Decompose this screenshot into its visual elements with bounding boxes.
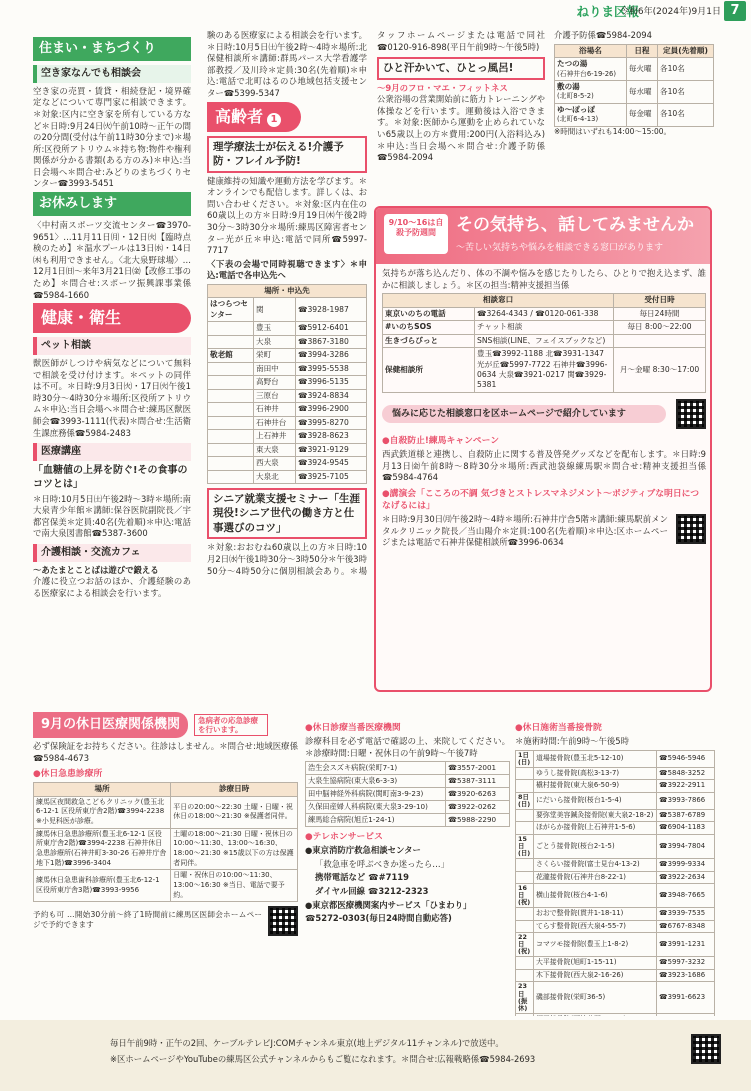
table-row — [516, 982, 715, 1013]
bonesetter-tel: ☎3939-7535 — [657, 908, 715, 921]
consult-table — [382, 293, 706, 393]
venue-group — [208, 443, 254, 456]
care-cafe-subtitle: ～あたまとことばは遊びで鍛える — [33, 564, 159, 575]
table-row — [208, 322, 367, 335]
frailty-venues-note: 〈下表の会場で同時視聴できます〉＊申込:電話で各申込先へ — [207, 258, 367, 281]
venue-group — [208, 322, 254, 335]
clinic-name: 練馬休日急患歯科診療所(豊玉北6-12-1 区役所東庁舎3階)☎3993-9956 — [34, 870, 171, 902]
campaign-text: 西武鉄道様と連携し、自殺防止に関する普及啓発グッズなどを配布します。＊日時:9月13日㈮午前8時～8時30分＊場所:西武池袋線練馬駅＊問合せ:精神支援担当係☎5984-4764 — [382, 449, 706, 483]
bonesetter-name: 槇村接骨院(東大泉6-50-9) — [534, 780, 657, 793]
care-cafe-text: 介護に役立つお話のほか、介護経験のある医療家による相談会を行います。 — [33, 576, 191, 598]
clinic-name: 練馬休日急患診療所(豊玉北6-12-1 区役所東庁舎2階)☎3994-2238 石神井休日急患診療所(石神井町3-30-26 石神井庁舎地下1階)☎3996-3404 — [34, 828, 171, 870]
vacant-house-heading: 空き家なんでも相談会 — [33, 65, 191, 83]
hospital-tel: ☎5387-3111 — [446, 775, 510, 788]
hospital-name: 練馬総合病院(旭丘1-24-1) — [306, 814, 446, 827]
column-3 — [377, 30, 545, 225]
consult-hours: 月～金曜 8:30～17:00 — [614, 348, 706, 393]
consult-detail: 豊玉☎3992-1188 北☎3931-1347 光が丘☎5997-7722 石神井☎3996-0634 大泉☎3921-0217 関☎3929-5381 — [475, 348, 614, 393]
dial-number: ダイヤル回線 ☎3212-2323 — [315, 885, 429, 896]
bonesetter-day: 22日(祝) — [516, 933, 534, 957]
bath-capacity: 各10名 — [657, 103, 713, 126]
campaign-heading: ●自殺防止!練馬キャンペーン — [382, 435, 500, 446]
table-row — [306, 788, 510, 801]
venue-area: 東大泉 — [254, 443, 296, 456]
consult-col-window: 相談窓口 — [383, 294, 614, 307]
qr-code-icon[interactable] — [268, 906, 298, 936]
venue-tel: ☎3996-5135 — [296, 376, 367, 389]
bonesetter-tel: ☎6767-8348 — [657, 920, 715, 933]
qr-code-icon[interactable] — [676, 399, 706, 429]
medical-lecture-text: ＊日時:10月5日㈯午後2時～3時＊場所:南大泉青少年館＊講師:保谷医院副院長／宇都宮保美＊定員:40名(先着順)＊申込:電話で南大泉図書館☎5387-3600 — [33, 493, 191, 539]
mobile-number: 携帯電話など ☎#7119 — [315, 872, 409, 883]
venue-tel: ☎3924-8834 — [296, 389, 367, 402]
prevention-title: その気持ち、話してみませんか — [456, 215, 694, 235]
venue-group: はつらつセンター — [208, 298, 254, 322]
venue-tel: ☎3994-3286 — [296, 349, 367, 362]
bonesetter-name: 横山接骨院(桜台4-1-6) — [534, 884, 657, 908]
table-row — [555, 58, 714, 81]
bath-name: ゆ～ぽっぽ — [557, 104, 595, 114]
fire-dept-center: ●東京消防庁救急相談センター — [305, 845, 421, 856]
frailty-heading: 理学療法士が伝える!介護予防・フレイル予防! — [207, 136, 367, 173]
venue-tel: ☎3921-9129 — [296, 443, 367, 456]
bonesetter-tel: ☎3993-7866 — [657, 792, 715, 809]
bath-address: (北町6-4-13) — [557, 115, 599, 124]
bonesetter-day: 1日(日) — [516, 750, 534, 767]
consult-detail: SNS相談(LINE、フェイスブックなど) — [475, 334, 614, 347]
venue-area: 大泉北 — [254, 470, 296, 483]
table-row — [516, 908, 715, 921]
senior-seminar-text: ＊対象:おおむね60歳以上の方＊日時:10月2日㈬午後1時30分～3時50分＊午後3時50分～4時50分に個別相談会あり。＊場 — [207, 542, 367, 575]
venue-group — [208, 416, 254, 429]
venue-group: 敬老館 — [208, 349, 254, 362]
venue-group — [208, 376, 254, 389]
table-row — [555, 80, 714, 103]
bonesetter-name: 花瀧接骨院(石神井台8-22-1) — [534, 871, 657, 884]
clinic-hours: 土曜の18:00～21:30 日曜・祝休日の10:00～11:30、13:00～16:30、18:00～21:30 ※15歳以下の方は保護者同伴。 — [171, 828, 298, 870]
venue-area: 豊玉 — [254, 322, 296, 335]
clinic-hours: 日曜・祝休日の10:00～11:30、13:00～16:30 ※当日、電話で要予約。 — [171, 870, 298, 902]
table-row — [516, 859, 715, 872]
table-row — [516, 1013, 715, 1016]
bath-capacity: 各10名 — [657, 80, 713, 103]
holiday-medical-left — [33, 712, 298, 1012]
prevention-subtitle: ～苦しい気持ちや悩みを相談できる窓口があります — [456, 243, 664, 253]
bonesetter-day — [516, 859, 534, 872]
column-2 — [207, 30, 367, 575]
footer-youtube: ※区ホームページやYouTubeの練馬区公式チャンネルからもご覧になれます。＊問合せ:広報戦略係☎5984-2693 — [110, 1054, 536, 1064]
bonesetter-name: 大平接骨院(旭町1-15-11) — [534, 957, 657, 970]
himawari-service: ●東京都医療機関案内サービス「ひまわり」 — [305, 899, 472, 910]
bonesetter-name: ごとう接骨院(桜台2-1-5) — [534, 834, 657, 858]
clinic-col-place: 場所 — [34, 783, 171, 796]
venue-area: 石神井 — [254, 403, 296, 416]
table-row — [208, 403, 367, 416]
fitness-subtitle: ～9月のフロ・マエ・フィットネス — [377, 82, 508, 93]
table-row — [516, 792, 715, 809]
venue-table — [207, 284, 367, 484]
prevention-week-badge: 9/10～16は自殺予防週間 — [384, 214, 448, 254]
bath-capacity: 各10名 — [657, 58, 713, 81]
bonesetter-day — [516, 871, 534, 884]
bath-cell — [555, 58, 627, 81]
venue-table-head: 場所・申込先 — [208, 284, 367, 297]
footer-broadcast: 毎日午前9時・正午の2回、ケーブルテレビJ:COMチャンネル東京(地上デジタル11チャンネル)で放送中。 — [110, 1038, 504, 1048]
table-row — [208, 376, 367, 389]
consult-info-banner: 悩みに応じた相談窓口を区ホームページで紹介しています — [382, 405, 666, 423]
consult-hours: 毎日 8:00～22:00 — [614, 321, 706, 334]
bonesetter-name: 要弥堂美容鍼灸接骨院(東大泉2-18-2) — [534, 809, 657, 822]
table-row — [34, 828, 298, 870]
page-header — [0, 0, 751, 22]
closure-heading: お休みします — [33, 192, 191, 216]
reservation-note: 予約も可 …開始30分前～終了1時間前に練馬区医師会ホームページで予約できます — [33, 909, 262, 930]
column-4 — [554, 30, 714, 180]
bonesetter-name: 道場接骨院(豊玉北5-12-10) — [534, 750, 657, 767]
venue-tel: ☎3925-7105 — [296, 470, 367, 483]
bonesetter-day: 8日(日) — [516, 792, 534, 809]
clinic-col-hours: 診療日時 — [171, 783, 298, 796]
venue-group — [208, 470, 254, 483]
bonesetter-hours: ＊施術時間:午前9時～午後5時 — [515, 736, 629, 747]
venue-area: 上石神井 — [254, 430, 296, 443]
senior-seminar-heading: シニア就業支援セミナー「生涯現役!シニア世代の働き方と仕事選びのコツ」 — [207, 488, 367, 539]
table-row — [306, 762, 510, 775]
table-row — [208, 457, 367, 470]
hospital-name: 久保田産婦人科病院(東大泉3-29-10) — [306, 801, 446, 814]
bonesetter-name: にだいら接骨院(桜台1-5-4) — [534, 792, 657, 809]
emergency-badge: 急病者の応急診療を行います。 — [194, 714, 268, 736]
table-row — [516, 871, 715, 884]
bonesetter-tel — [657, 1013, 715, 1016]
bonesetter-name: 木下接骨院(西大泉2-16-26) — [534, 969, 657, 982]
bonesetter-tel: ☎3922-2634 — [657, 871, 715, 884]
table-row — [208, 335, 367, 348]
bath-table — [554, 44, 714, 127]
bonesetter-tel: ☎3991-1231 — [657, 933, 715, 957]
consult-col-hours: 受付日時 — [614, 294, 706, 307]
venue-area: 西大泉 — [254, 457, 296, 470]
table-row — [516, 957, 715, 970]
table-row — [208, 430, 367, 443]
table-row — [306, 775, 510, 788]
consult-name: 東京いのちの電話 — [383, 307, 475, 320]
table-row — [516, 780, 715, 793]
fitness-text: 公衆浴場の営業開始前に筋力トレーニングや体操などを行います。運動後は入浴できます。＊対象:医師から運動を止められていない65歳以上の方＊費用:200円(入浴料込み)＊申込:当日会場へ＊問合せ:介護予防係☎5984-2094 — [377, 94, 545, 163]
table-row — [34, 796, 298, 828]
bonesetter-day: 16日(祝) — [516, 884, 534, 908]
bonesetter-tel: ☎3923-1686 — [657, 969, 715, 982]
bath-day: 毎金曜 — [626, 103, 657, 126]
clinic-table — [33, 782, 298, 902]
hospital-tel: ☎5988-2290 — [446, 814, 510, 827]
bonesetter-tel: ☎6904-1183 — [657, 822, 715, 835]
medical-lecture-heading: 医療講座 — [33, 443, 191, 461]
hospital-name: 大泉生協病院(東大泉6-3-3) — [306, 775, 446, 788]
bonesetter-tel: ☎3999-9334 — [657, 859, 715, 872]
care-cafe-continued: 験のある医療家による相談会を行います。＊日時:10月5日㈯午後2時～4時＊場所:北保健相談所＊講師:群馬パース大学看護学部教授／及川玲＊定員:30名(先着順)＊申込:電話で北町はるのひ地域包括支援センター☎5399-5347 — [207, 30, 367, 98]
consult-detail: ☎3264-4343 / ☎0120-061-338 — [475, 307, 614, 320]
venue-area: 関 — [254, 298, 296, 322]
bonesetter-day — [516, 957, 534, 970]
venue-group — [208, 403, 254, 416]
venue-tel: ☎5912-6401 — [296, 322, 367, 335]
bath-address: (北町8-5-2) — [557, 92, 594, 101]
pet-consult-text: 獣医師がしつけや病気などについて無料で相談を受け付けます。＊ペットの同伴は不可。＊日時:9月3日㈫・17日㈫午後1時30分～4時30分＊場所:区役所アトリウム＊申込:当日会場へ＊問合せ:練馬区獣医師会☎3993-1111(代表)＊問合せ:生活衛生課庶務係☎5984-2483 — [33, 358, 191, 438]
table-row — [555, 103, 714, 126]
bonesetter-name: おおで整骨院(貫井1-18-11) — [534, 908, 657, 921]
table-row — [208, 362, 367, 375]
table-row — [516, 834, 715, 858]
bath-cell — [555, 80, 627, 103]
bonesetter-day — [516, 969, 534, 982]
venue-tel: ☎3867-3180 — [296, 335, 367, 348]
brand-logo: ねりま区報 — [576, 4, 639, 19]
table-row — [208, 298, 367, 322]
bonesetter-tel: ☎5848-3252 — [657, 767, 715, 780]
bonesetter-tel: ☎3922-2911 — [657, 780, 715, 793]
bonesetter-name: ゆうし接骨院(高松3-13-7) — [534, 767, 657, 780]
table-row — [383, 307, 706, 320]
table-row — [306, 801, 510, 814]
consult-name: 保健相談所 — [383, 348, 475, 393]
venue-area: 栄町 — [254, 349, 296, 362]
suicide-prevention-banner — [376, 208, 710, 264]
table-row — [516, 822, 715, 835]
venue-group — [208, 362, 254, 375]
consult-hours: 毎日24時間 — [614, 307, 706, 320]
elderly-heading: 高齢者 1 — [207, 102, 301, 132]
table-row — [516, 933, 715, 957]
closure-text: 〈中村南スポーツ交流センター☎3970-9651〉…11月11日㈪・12日㈫【臨時点検のため】＊温水プールは13日㈬・14日㈭も利用できません。〈北大泉野球場〉…12月1日㈰～来年3月21日㈮【改修工事のため】＊問合せ:スポーツ振興課事業係☎5984-1660 — [33, 220, 191, 300]
prevention-intro: 気持ちが落ち込んだり、体の不調や悩みを感じたりしたら、ひとりで抱え込まず、誰かに相談しましょう。＊区の担当:精神支援担当係 — [382, 268, 706, 290]
venue-area: 三原台 — [254, 389, 296, 402]
hospital-name: 浩生会スズキ病院(栄町7-1) — [306, 762, 446, 775]
number-circle-icon: 1 — [267, 113, 281, 127]
venue-group — [208, 430, 254, 443]
venue-group — [208, 335, 254, 348]
consult-detail: チャット相談 — [475, 321, 614, 334]
bonesetter-name: ほがらか接骨院(上石神井1-5-6) — [534, 822, 657, 835]
suicide-prevention-box — [374, 206, 712, 692]
bath-col-cap: 定員(先着順) — [657, 44, 713, 57]
table-row — [383, 321, 706, 334]
table-row — [34, 870, 298, 902]
bonesetter-tel: ☎3948-7665 — [657, 884, 715, 908]
bath-note: ※時間はいずれも14:00～15:00。 — [554, 126, 672, 136]
duty-hospital-heading: ●休日診療当番医療機関 — [305, 723, 401, 733]
venue-tel: ☎3995-8270 — [296, 416, 367, 429]
section-housing-heading: 住まい・まちづくり — [33, 37, 191, 61]
pet-consult-heading: ペット相談 — [33, 337, 191, 355]
footer-bar — [0, 1020, 751, 1091]
telephone-service-heading: ●テレホンサービス — [305, 832, 383, 842]
consult-name: #いのちSOS — [383, 321, 475, 334]
venue-area: 高野台 — [254, 376, 296, 389]
venue-tel: ☎3928-1987 — [296, 298, 367, 322]
medical-lecture-title: 「血糖値の上昇を防ぐ!その食事のコツとは」 — [33, 465, 188, 490]
table-row — [208, 416, 367, 429]
venue-group — [208, 389, 254, 402]
bonesetter-heading: ●休日施術当番接骨院 — [515, 723, 602, 733]
qr-code-icon[interactable] — [676, 514, 706, 544]
bath-col-name: 浴場名 — [555, 44, 627, 57]
bonesetter-tel: ☎5387-6789 — [657, 809, 715, 822]
bath-name: たつの湯 — [557, 59, 588, 69]
bonesetter-day — [516, 780, 534, 793]
bonesetter-day — [516, 908, 534, 921]
emergency-clinic-heading: ●休日急患診療所 — [33, 769, 103, 780]
bonesetter-name: 磯部接骨院(栄町36-5) — [534, 982, 657, 1013]
holiday-medical-middle — [305, 718, 510, 1013]
hospital-tel: ☎3557-2001 — [446, 762, 510, 775]
seminar-continued: タッフホームページまたは電話で同社☎0120-916-898(平日午前9時～午後5時) — [377, 30, 545, 52]
bonesetter-day: 23日(振休) — [516, 982, 534, 1013]
bath-day: 毎火曜 — [626, 58, 657, 81]
hospital-table — [305, 761, 510, 827]
hospital-name: 田中脳神経外科病院(関町南3-9-23) — [306, 788, 446, 801]
table-row — [208, 443, 367, 456]
bath-address: (石神井台6-19-26) — [557, 69, 617, 78]
venue-area: 石神井台 — [254, 416, 296, 429]
bonesetter-day: 15日(日) — [516, 834, 534, 858]
venue-tel: ☎3995-5538 — [296, 362, 367, 375]
hospital-tel: ☎3920-6263 — [446, 788, 510, 801]
table-row — [208, 349, 367, 362]
bonesetter-name: さくらい接骨院(富士見台4-13-2) — [534, 859, 657, 872]
table-row — [306, 814, 510, 827]
table-row — [383, 348, 706, 393]
himawari-number: ☎5272-0303(毎日24時間自動応答) — [305, 913, 452, 924]
bath-cell — [555, 103, 627, 126]
bonesetter-name: てらす整骨院(西大泉4-55-7) — [534, 920, 657, 933]
venue-area: 南田中 — [254, 362, 296, 375]
lecture-heading: ●講演会「こころの不調 気づきとストレスマネジメント～ポジティブな明日につなげるには」 — [382, 488, 700, 511]
bonesetter-table — [515, 750, 715, 1016]
health-heading: 健康・衛生 — [33, 303, 191, 333]
care-cafe-heading: 介護相談・交流カフェ — [33, 544, 191, 562]
venue-tel: ☎3996-2900 — [296, 403, 367, 416]
bonesetter-name — [534, 1013, 657, 1016]
frailty-text: 健康維持の知識や運動方法を学びます。＊オンラインでも配信します。詳しくは、お問い合わせください。＊対象:区内在住の60歳以上の方＊日時:9月19日㈭午後2時30分～3時30分＊場所:練馬区障害者センター光が丘＊申込:電話で同所☎5997-7717 — [207, 175, 367, 256]
holiday-medical-heading: 9月の休日医療関係機関 — [33, 712, 188, 738]
bonesetter-name: コマツモ接骨院(豊玉上1-8-2) — [534, 933, 657, 957]
venue-area: 大泉 — [254, 335, 296, 348]
table-row — [383, 334, 706, 347]
table-row — [516, 920, 715, 933]
bonesetter-day — [516, 767, 534, 780]
page-number: 7 — [724, 1, 746, 21]
table-row — [208, 470, 367, 483]
venue-tel: ☎3924-9545 — [296, 457, 367, 470]
consult-hours — [614, 334, 706, 347]
vacant-house-text: 空き家の売買・賃貸・相続登記・境界確定などについて専門家に相談できます。＊対象:区内に空き家を所有している方など＊日時:9月24日㈫午前10時～正午の間の20分間(受付は午前11時30分まで)＊場所:区役所アトリウム＊持ち物:物件や権利関係が分かる書類(ある方のみ)＊申込:当日会場へ＊問合せ:みどりのまちづくりセンター☎3993-5451 — [33, 85, 191, 189]
bonesetter-day — [516, 920, 534, 933]
fire-dept-note: 「救急車を呼ぶべきか迷ったら…」 — [315, 858, 449, 869]
holiday-medical-right — [515, 718, 715, 1016]
bonesetter-tel: ☎5946-5946 — [657, 750, 715, 767]
care-prevention-contact: 介護予防係☎5984-2094 — [554, 30, 652, 40]
table-row — [516, 750, 715, 767]
bonesetter-tel: ☎5997-3232 — [657, 957, 715, 970]
qr-code-icon[interactable] — [691, 1034, 721, 1064]
venue-group — [208, 457, 254, 470]
duty-hospital-intro: 診療科目を必ず電話で確認の上、来院してください。＊診療時間:日曜・祝休日の午前9時～午後7時 — [305, 736, 510, 758]
bonesetter-day — [516, 809, 534, 822]
clinic-name: 練馬区夜間救急こどもクリニック(豊玉北6-12-1 区役所東庁舎2階)☎3994-2238 ※小児科医が診療。 — [34, 796, 171, 828]
venue-tel: ☎3928-8623 — [296, 430, 367, 443]
clinic-hours: 平日の20:00～22:30 土曜・日曜・祝休日の18:00～21:30 ※保護者同伴。 — [171, 796, 298, 828]
bonesetter-day — [516, 1013, 534, 1016]
bonesetter-day — [516, 822, 534, 835]
bath-name: 敷の湯 — [557, 81, 580, 91]
consult-name: 生きづらびっと — [383, 334, 475, 347]
column-1 — [33, 37, 191, 707]
fitness-heading: ひと汗かいて、ひとっ風呂! — [377, 57, 545, 79]
bonesetter-tel: ☎3991-6623 — [657, 982, 715, 1013]
lecture-text: ＊日時:9月30日㈪午後2時～4時＊場所:石神井庁舎5階＊講師:練馬駅前メンタルクリニック院長／当山陽介＊定員:100名(先着順)＊申込:区ホームページまたは電話で石神井保健相談所☎3996-0634 — [382, 514, 668, 548]
issue-date: 令和6年(2024年)9月1日 — [619, 7, 721, 17]
holiday-medical-intro: 必ず保険証をお持ちください。往診はしません。＊問合せ:地域医療係☎5984-4673 — [33, 740, 298, 763]
bath-day: 毎水曜 — [626, 80, 657, 103]
table-row — [516, 884, 715, 908]
bath-col-day: 日程 — [626, 44, 657, 57]
bonesetter-tel: ☎3994-7804 — [657, 834, 715, 858]
table-row — [516, 969, 715, 982]
table-row — [516, 809, 715, 822]
hospital-tel: ☎3922-0262 — [446, 801, 510, 814]
table-row — [208, 389, 367, 402]
table-row — [516, 767, 715, 780]
